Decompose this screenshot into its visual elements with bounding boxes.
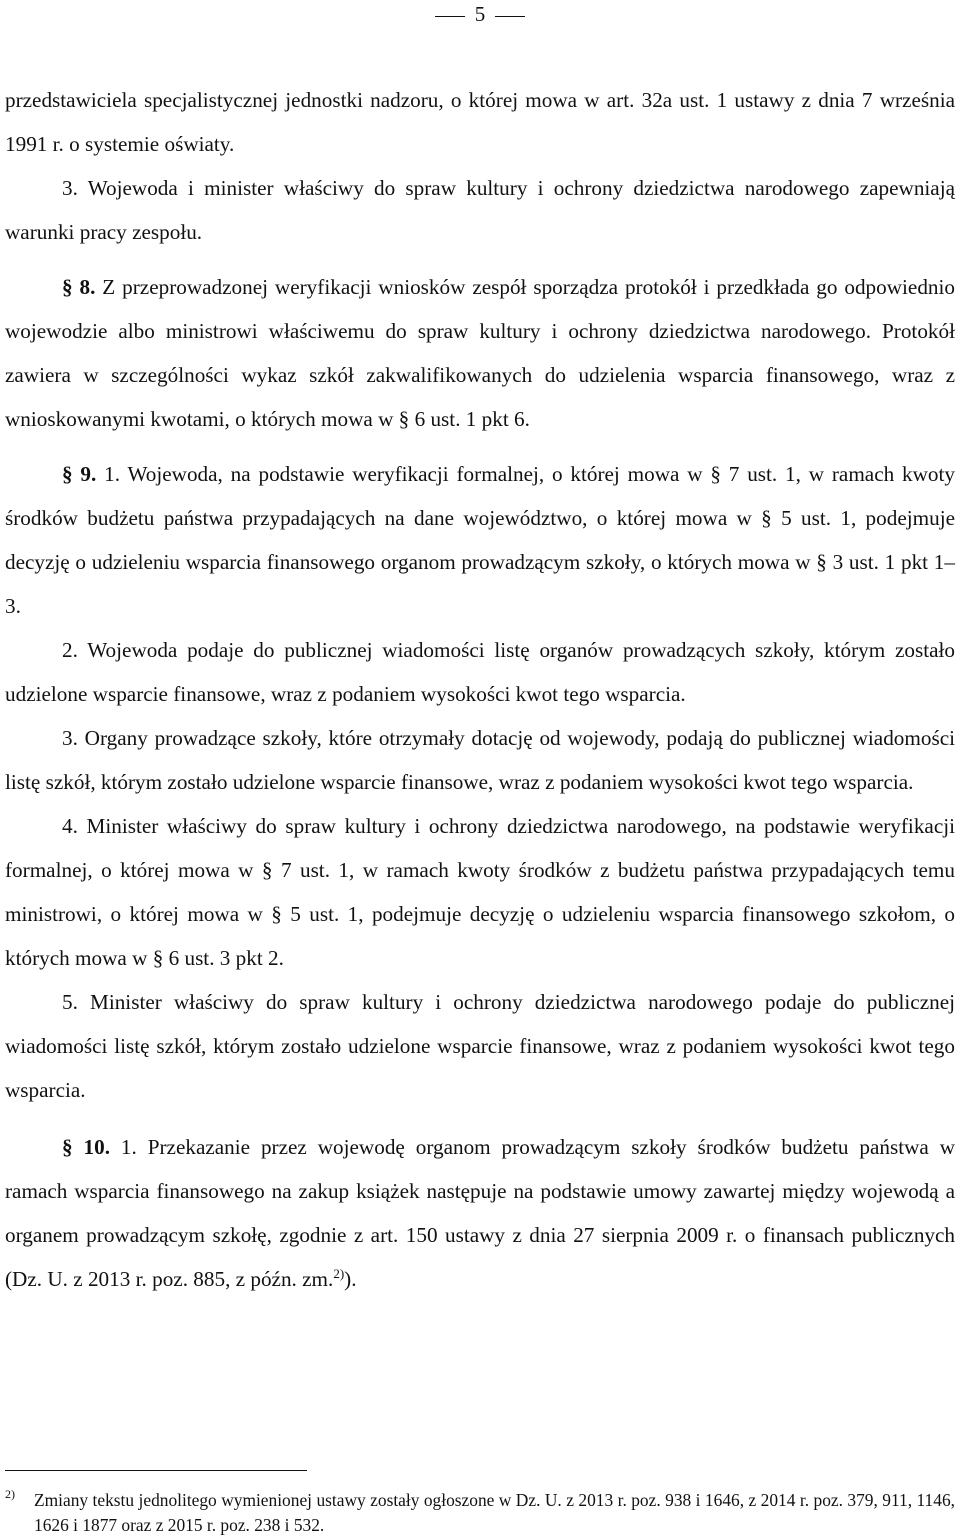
paragraph-text: przedstawiciela specjalistycznej jednostki nadzoru, o której mowa w art. 32a ust. 1 ustawy z dnia 7 września 1991 r. o systemie oświaty. [5,88,955,156]
section-heading: § 9. [62,462,97,486]
paragraph-tail: ). [344,1267,357,1291]
section-8 [5,265,955,441]
paragraph-9-3 [5,716,955,804]
paragraph-intro [5,78,955,166]
page-number [0,2,960,27]
footnote-mark: 2) [5,1487,15,1501]
paragraph-number: 3. [62,726,78,750]
page-number-dash-left [435,16,465,17]
paragraph-text: Wojewoda podaje do publicznej wiadomości listę organów prowadzących szkoły, którym zostało udzielone wsparcie finansowe, wraz z podaniem wysokości kwot tego wsparcia. [5,638,955,706]
footnote-text: Zmiany tekstu jednolitego wymienionej ustawy zostały ogłoszone w Dz. U. z 2013 r. poz. 938 i 1646, z 2014 r. poz. 379, 911, 1146, 1626 i 1877 oraz z 2015 r. poz. 238 i 532. [34,1490,955,1535]
paragraph-number: 2. [62,638,78,662]
paragraph-7-3 [5,166,955,254]
footnote [5,1488,955,1538]
section-heading: § 8. [62,275,96,299]
paragraph-9-2 [5,628,955,716]
section-9-1 [5,452,955,628]
footnote-reference[interactable]: 2) [333,1265,345,1281]
paragraph-number: 1. [110,1135,137,1159]
paragraph-text: Wojewoda i minister właściwy do spraw kultury i ochrony dziedzictwa narodowego zapewniają warunki pracy zespołu. [5,176,955,244]
section-10-1 [5,1125,955,1301]
paragraph-text: Organy prowadzące szkoły, które otrzymały dotację od wojewody, podają do publicznej wiadomości listę szkół, którym zostało udzielone wsparcie finansowe, wraz z podaniem wysokości kwot tego wsparcia. [5,726,955,794]
paragraph-number: 4. [62,814,78,838]
page-number-value: 5 [474,2,486,26]
paragraph-number: 5. [62,990,78,1014]
paragraph-number: 1. [96,462,121,486]
footnote-separator [5,1470,307,1471]
section-heading: § 10. [62,1135,110,1159]
paragraph-text: Z przeprowadzonej weryfikacji wniosków zespół sporządza protokół i przedkłada go odpowiednio wojewodzie albo ministrowi właściwemu do spraw kultury i ochrony dziedzictwa narodowego. Protokół zawiera w szczególności wykaz szkół zakwalifikowanych do udzielenia wsparcia finansowego, wraz z wnioskowanymi kwotami, o których mowa w § 6 ust. 1 pkt 6. [5,275,955,431]
page-number-dash-right [495,16,525,17]
paragraph-text: Wojewoda, na podstawie weryfikacji formalnej, o której mowa w § 7 ust. 1, w ramach kwoty środków budżetu państwa przypadających na dane województwo, o której mowa w § 5 ust. 1, podejmuje decyzję o udzieleniu wsparcia finansowego organom prowadzącym szkoły, o których mowa w § 3 ust. 1 pkt 1–3. [5,462,956,618]
paragraph-text: Minister właściwy do spraw kultury i ochrony dziedzictwa narodowego podaje do publicznej wiadomości listę szkół, którym zostało udzielone wsparcie finansowe, wraz z podaniem wysokości kwot tego wsparcia. [5,990,955,1102]
paragraph-9-5 [5,980,955,1112]
paragraph-text: Minister właściwy do spraw kultury i ochrony dziedzictwa narodowego, na podstawie weryfikacji formalnej, o której mowa w § 7 ust. 1, w ramach kwoty środków z budżetu państwa przypadających temu ministrowi, o której mowa w § 5 ust. 1, podejmuje decyzję o udzieleniu wsparcia finansowego szkołom, o których mowa w § 6 ust. 3 pkt 2. [5,814,955,970]
document-body [5,78,955,1301]
paragraph-number: 3. [62,176,78,200]
paragraph-9-4 [5,804,955,980]
paragraph-text: Przekazanie przez wojewodę organom prowadzącym szkoły środków budżetu państwa w ramach wsparcia finansowego na zakup książek następuje na podstawie umowy zawartej między wojewodą a organem prowadzącym szkołę, zgodnie z art. 150 ustawy z dnia 27 sierpnia 2009 r. o finansach publicznych (Dz. U. z 2013 r. poz. 885, z późn. zm. [5,1135,956,1291]
